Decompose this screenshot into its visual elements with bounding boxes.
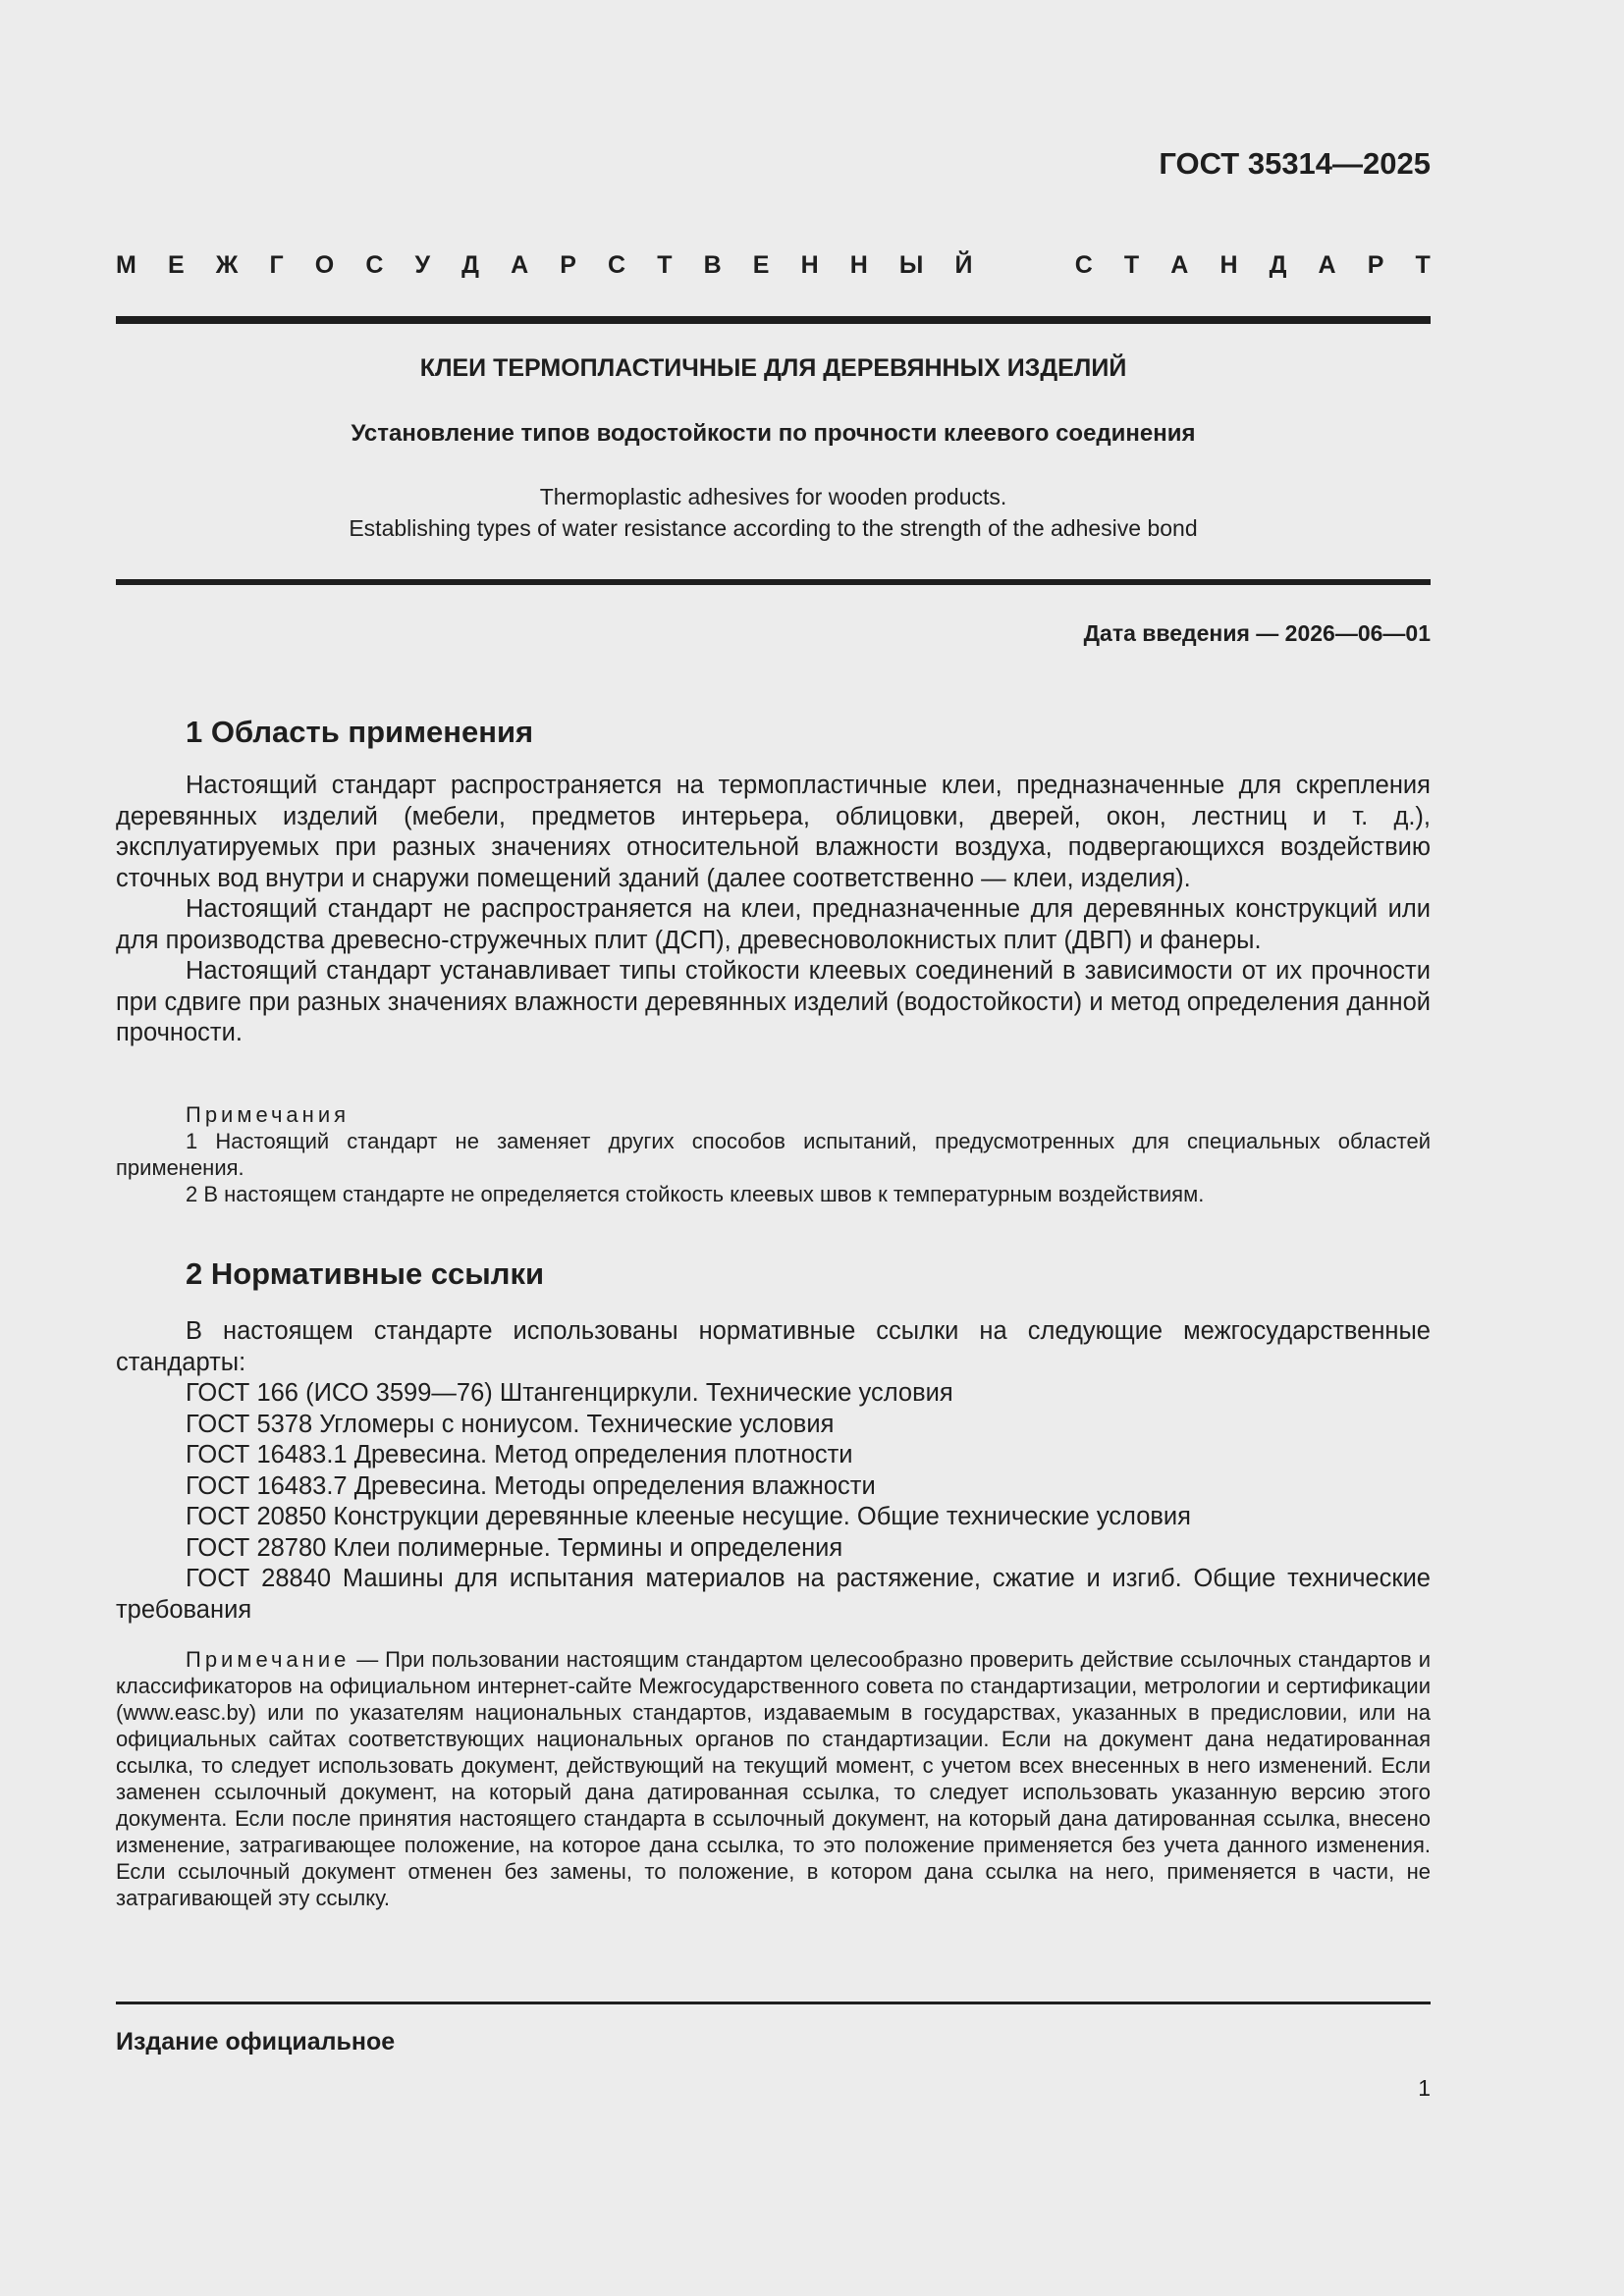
section-1-notes — [116, 1101, 1431, 1207]
english-title-line-2: Establishing types of water resistance according to the strength of the adhesive bond — [349, 515, 1198, 541]
page-number: 1 — [1418, 2075, 1431, 2101]
reference-item: ГОСТ 28780 Клеи полимерные. Термины и определения — [186, 1533, 843, 1562]
standard-type-banner — [116, 251, 1431, 280]
notes-label: Примечания — [186, 1102, 351, 1127]
reference-item: ГОСТ 16483.1 Древесина. Метод определения плотности — [186, 1441, 853, 1468]
banner-letter: Ж — [215, 251, 239, 279]
reference-item: ГОСТ 166 (ИСО 3599—76) Штангенциркули. Технические условия — [186, 1379, 953, 1407]
banner-letter: С — [1074, 251, 1093, 279]
banner-letter: Ы — [898, 251, 924, 279]
note-item: 1 Настоящий стандарт не заменяет других способов испытаний, предусмотренных для специальных областей применения. — [116, 1129, 1431, 1180]
banner-letter: Н — [1219, 251, 1238, 279]
banner-letter: А — [511, 251, 529, 279]
english-title — [116, 481, 1431, 544]
section-2-heading: 2 Нормативные ссылки — [186, 1256, 545, 1291]
banner-letter: Н — [800, 251, 819, 279]
section-1-paragraph: Настоящий стандарт не распространяется на клеи, предназначенные для деревянных конструкций или для производства древесно-стружечных плит (ДСП), древесноволокнистых плит (ДВП) и фанеры. — [116, 895, 1431, 954]
banner-letter: М — [116, 251, 136, 279]
banner-letter: С — [365, 251, 384, 279]
english-title-line-1: Thermoplastic adhesives for wooden products. — [539, 484, 1007, 509]
banner-letter: О — [314, 251, 335, 279]
section-2-note — [116, 1646, 1431, 1911]
reference-item: ГОСТ 16483.7 Древесина. Методы определения влажности — [186, 1471, 876, 1500]
banner-letter: Й — [954, 251, 973, 279]
note-label: Примечание — [186, 1647, 351, 1672]
banner-letter: Д — [461, 251, 479, 279]
document-title: КЛЕИ ТЕРМОПЛАСТИЧНЫЕ ДЛЯ ДЕРЕВЯННЫХ ИЗДЕЛИЙ — [419, 354, 1127, 382]
banner-letter: Р — [560, 251, 576, 279]
banner-letter: Н — [849, 251, 868, 279]
note-text: — При пользовании настоящим стандартом целесообразно проверить действие ссылочных стандартов и классификаторов на официальном интернет-сайте Межгосударственного совета по стандартизации, метрологии и сертификации (www.easc.by) или по указателям национальных стандартов, издаваемым в государствах, указанных в предисловии, или на официальных сайтах соответствующих национальных органов по стандартизации. Если на документ дана недатированная ссылка, то следует использовать документ, действующий на текущий момент, с учетом всех внесенных в него изменений. Если заменен ссылочный документ, на который дана датированная ссылка, то следует использовать указанную версию этого документа. Если после принятия настоящего стандарта в ссылочный документ, на который дана датированная ссылка, внесено изменение, затрагивающее положение, на которое дана ссылка, то это положение применяется без учета данного изменения. Если ссылочный документ отменен без замены, то положение, в котором дана ссылка на него, применяется в части, не затрагивающей эту ссылку. — [116, 1647, 1431, 1910]
introduction-date: Дата введения — 2026—06—01 — [1083, 620, 1431, 646]
banner-word-gap — [1004, 251, 1044, 280]
edition-label: Издание официальное — [116, 2028, 396, 2056]
section-2-body — [116, 1316, 1431, 1626]
section-1-body — [116, 771, 1431, 1049]
document-subtitle: Установление типов водостойкости по прочности клеевого соединения — [351, 420, 1196, 447]
reference-item: ГОСТ 20850 Конструкции деревянные клееные несущие. Общие технические условия — [186, 1503, 1191, 1530]
banner-letter: Т — [657, 251, 673, 279]
banner-letter: Е — [752, 251, 770, 279]
banner-letter: Д — [1269, 251, 1287, 279]
section-1-paragraph: Настоящий стандарт распространяется на термопластичные клеи, предназначенные для скрепления деревянных изделий (мебели, предметов интерьера, облицовки, дверей, окон, лестниц и т. д.), эксплуатируемых при разных значениях относительной влажности воздуха, подвергающихся воздействию сточных вод внутри и снаружи помещений зданий (далее соответственно — клеи, изделия). — [116, 772, 1431, 892]
banner-letter: А — [1318, 251, 1336, 279]
banner-letter: А — [1170, 251, 1189, 279]
top-divider — [116, 316, 1431, 324]
banner-letter: С — [608, 251, 626, 279]
footer-divider — [116, 2002, 1431, 2004]
banner-letter: Р — [1367, 251, 1384, 279]
reference-item: ГОСТ 5378 Угломеры с нониусом. Технические условия — [186, 1410, 835, 1438]
banner-letter: У — [414, 251, 431, 279]
document-number: ГОСТ 35314—2025 — [1159, 146, 1431, 181]
banner-letter: В — [703, 251, 722, 279]
reference-note — [116, 1646, 1431, 1911]
banner-letter: Е — [167, 251, 185, 279]
reference-item: ГОСТ 28840 Машины для испытания материалов на растяжение, сжатие и изгиб. Общие технические требования — [116, 1565, 1431, 1624]
banner-letter: Т — [1123, 251, 1140, 279]
note-item: 2 В настоящем стандарте не определяется стойкость клеевых швов к температурным воздействиям. — [186, 1182, 1205, 1206]
section-1-paragraph: Настоящий стандарт устанавливает типы стойкости клеевых соединений в зависимости от их прочности при сдвиге при разных значениях влажности деревянных изделий (водостойкости) и метод определения данной прочности. — [116, 957, 1431, 1046]
banner-letter: Г — [269, 251, 284, 279]
title-divider — [116, 579, 1431, 585]
section-1-heading: 1 Область применения — [186, 715, 534, 749]
section-2-intro: В настоящем стандарте использованы нормативные ссылки на следующие межгосударственные стандарты: — [116, 1317, 1431, 1376]
banner-letter: Т — [1415, 251, 1431, 279]
